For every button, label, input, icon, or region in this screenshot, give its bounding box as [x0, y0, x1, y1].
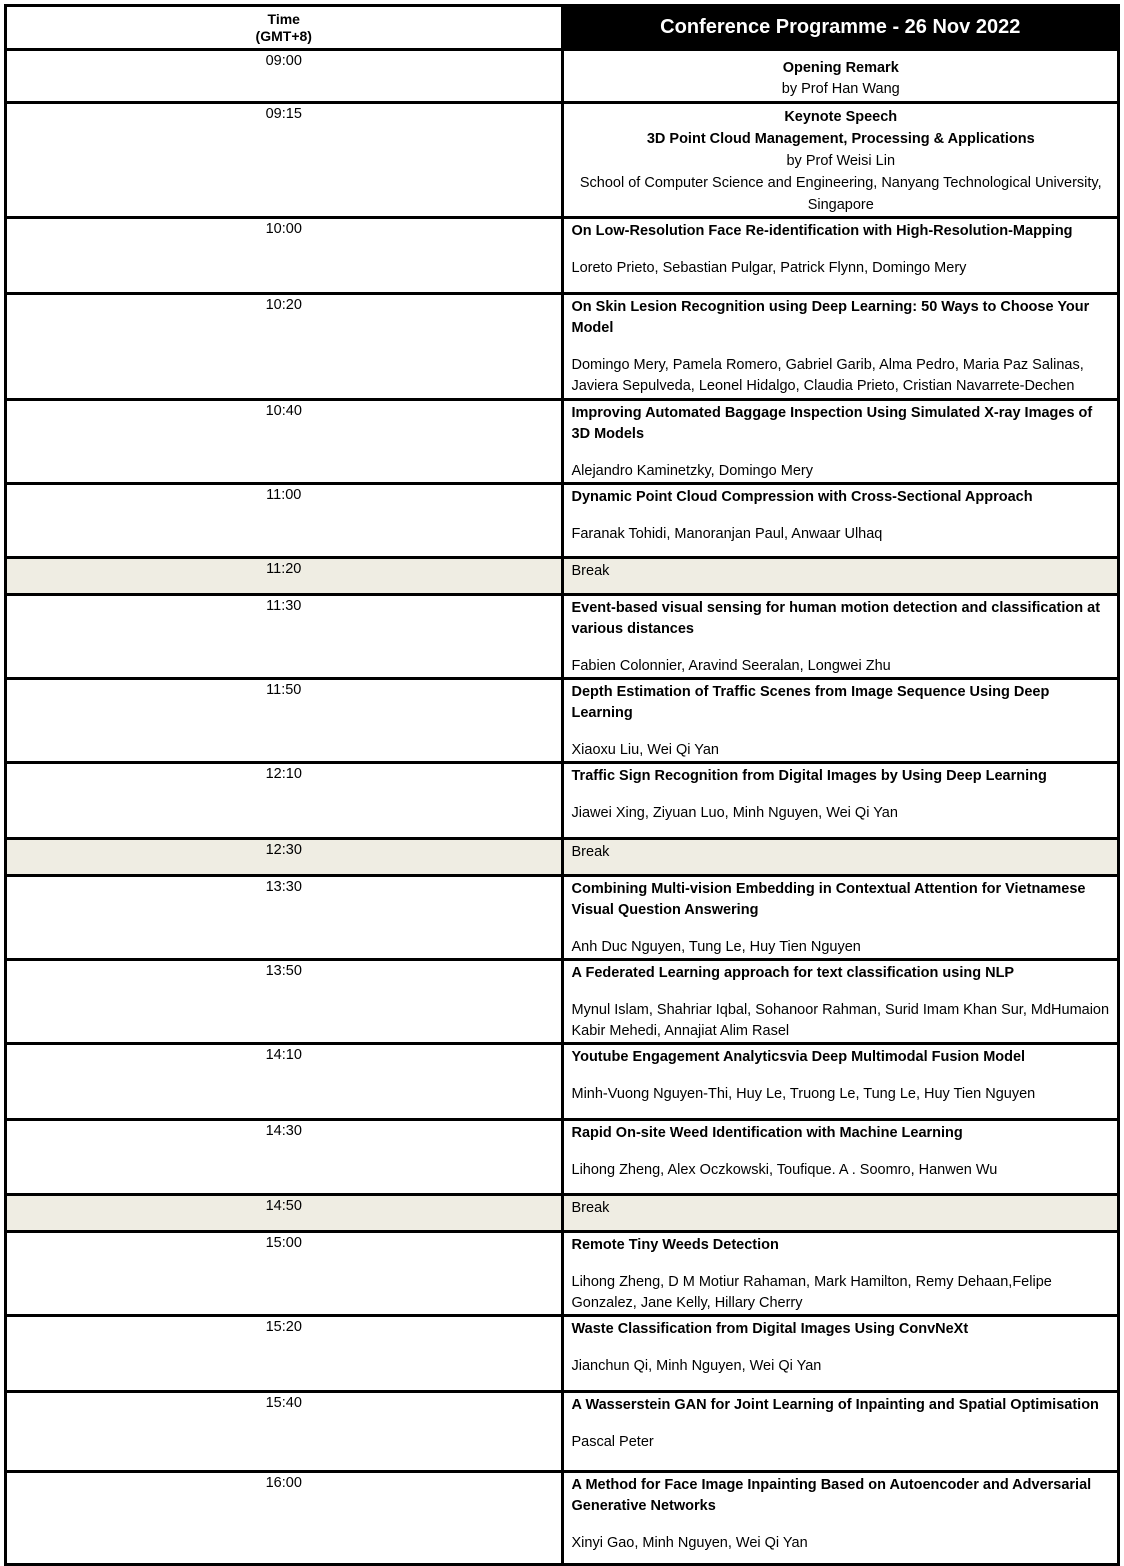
- session-row: [6, 763, 1119, 839]
- paper-authors: Lihong Zheng, D M Motiur Rahaman, Mark Hamilton, Remy Dehaan,Felipe Gonzalez, Jane Kelly, Hillary Cherry: [571, 1274, 1052, 1311]
- session-time: 14:10: [6, 1044, 563, 1120]
- paper-title: Waste Classification from Digital Images Using ConvNeXt: [571, 1321, 969, 1337]
- session-row: [6, 960, 1119, 1044]
- paper-authors: Xinyi Gao, Minh Nguyen, Wei Qi Yan: [571, 1535, 808, 1551]
- session-cell: [562, 1392, 1119, 1472]
- session-row: [6, 1232, 1119, 1316]
- session-time: 10:20: [6, 294, 563, 400]
- session-cell: [562, 1472, 1119, 1565]
- session-time: 13:30: [6, 876, 563, 960]
- session-time: 11:20: [6, 558, 563, 595]
- session-row: [6, 484, 1119, 558]
- session-time: 14:30: [6, 1120, 563, 1195]
- sessions-list: [6, 218, 1119, 1565]
- paper-title: Depth Estimation of Traffic Scenes from Image Sequence Using Deep Learning: [571, 684, 1050, 721]
- session-cell: [562, 400, 1119, 484]
- programme-title: Conference Programme - 26 Nov 2022: [562, 6, 1119, 50]
- time-header-label: Time: [267, 10, 300, 27]
- paper-authors: Minh-Vuong Nguyen-Thi, Huy Le, Truong Le, Tung Le, Huy Tien Nguyen: [571, 1086, 1036, 1102]
- opening-row: [6, 50, 1119, 103]
- opening-speaker: by Prof Han Wang: [781, 81, 900, 97]
- keynote-affiliation: School of Computer Science and Engineering, Nanyang Technological University, Singapore: [579, 175, 1102, 213]
- session-time: 11:50: [6, 679, 563, 763]
- keynote-cell: [562, 103, 1119, 218]
- session-cell: [562, 1232, 1119, 1316]
- session-time: 15:40: [6, 1392, 563, 1472]
- session-row: [6, 1316, 1119, 1392]
- session-time: 13:50: [6, 960, 563, 1044]
- session-row: [6, 1472, 1119, 1565]
- keynote-speaker: by Prof Weisi Lin: [786, 153, 896, 169]
- session-time: 15:20: [6, 1316, 563, 1392]
- break-label: Break: [562, 558, 1119, 595]
- paper-title: A Wasserstein GAN for Joint Learning of Inpainting and Spatial Optimisation: [571, 1397, 1099, 1413]
- keynote-label: Keynote Speech: [784, 109, 898, 125]
- keynote-row: [6, 103, 1119, 218]
- paper-authors: Lihong Zheng, Alex Oczkowski, Toufique. A . Soomro, Hanwen Wu: [571, 1162, 998, 1178]
- programme-table: [4, 4, 1120, 1566]
- session-time: 09:00: [6, 50, 563, 103]
- break-label: Break: [562, 839, 1119, 876]
- session-time: 11:00: [6, 484, 563, 558]
- session-cell: [562, 294, 1119, 400]
- session-cell: [562, 876, 1119, 960]
- paper-title: On Skin Lesion Recognition using Deep Learning: 50 Ways to Choose Your Model: [571, 299, 1090, 336]
- paper-authors: Jianchun Qi, Minh Nguyen, Wei Qi Yan: [571, 1358, 822, 1374]
- timezone-label: (GMT+8): [255, 27, 312, 44]
- break-row: [6, 1195, 1119, 1232]
- session-time: 10:00: [6, 218, 563, 294]
- keynote-title: 3D Point Cloud Management, Processing & Applications: [646, 131, 1035, 147]
- paper-authors: Xiaoxu Liu, Wei Qi Yan: [571, 742, 719, 758]
- paper-title: Event-based visual sensing for human motion detection and classification at various distances: [571, 600, 1101, 637]
- paper-title: A Federated Learning approach for text classification using NLP: [571, 965, 1015, 981]
- paper-title: A Method for Face Image Inpainting Based on Autoencoder and Adversarial Generative Networks: [571, 1477, 1092, 1514]
- paper-authors: Domingo Mery, Pamela Romero, Gabriel Garib, Alma Pedro, Maria Paz Salinas, Javiera Sepulveda, Leonel Hidalgo, Claudia Prieto, Cristian Navarrete-Dechen: [571, 357, 1084, 394]
- paper-title: On Low-Resolution Face Re-identification with High-Resolution-Mapping: [571, 223, 1073, 239]
- paper-title: Improving Automated Baggage Inspection Using Simulated X-ray Images of 3D Models: [571, 405, 1093, 442]
- session-time: 12:10: [6, 763, 563, 839]
- paper-authors: Alejandro Kaminetzky, Domingo Mery: [571, 463, 813, 479]
- paper-authors: Pascal Peter: [571, 1434, 654, 1450]
- session-time: 16:00: [6, 1472, 563, 1565]
- session-time: 09:15: [6, 103, 563, 218]
- session-time: 15:00: [6, 1232, 563, 1316]
- session-row: [6, 1392, 1119, 1472]
- session-row: [6, 679, 1119, 763]
- opening-cell: [562, 50, 1119, 103]
- session-row: [6, 595, 1119, 679]
- paper-authors: Mynul Islam, Shahriar Iqbal, Sohanoor Rahman, Surid Imam Khan Sur, MdHumaion Kabir Mehedi, Annajiat Alim Rasel: [571, 1002, 1110, 1039]
- session-time: 10:40: [6, 400, 563, 484]
- session-row: [6, 1120, 1119, 1195]
- session-cell: [562, 763, 1119, 839]
- paper-authors: Faranak Tohidi, Manoranjan Paul, Anwaar Ulhaq: [571, 526, 883, 542]
- paper-title: Rapid On-site Weed Identification with Machine Learning: [571, 1125, 963, 1141]
- paper-authors: Jiawei Xing, Ziyuan Luo, Minh Nguyen, Wei Qi Yan: [571, 805, 898, 821]
- paper-authors: Fabien Colonnier, Aravind Seeralan, Longwei Zhu: [571, 658, 891, 674]
- session-time: 12:30: [6, 839, 563, 876]
- session-cell: [562, 484, 1119, 558]
- paper-title: Traffic Sign Recognition from Digital Images by Using Deep Learning: [571, 768, 1047, 784]
- break-row: [6, 558, 1119, 595]
- session-time: 11:30: [6, 595, 563, 679]
- paper-title: Combining Multi-vision Embedding in Contextual Attention for Vietnamese Visual Question Answering: [571, 881, 1086, 918]
- session-cell: [562, 595, 1119, 679]
- session-cell: [562, 1044, 1119, 1120]
- session-row: [6, 876, 1119, 960]
- session-cell: [562, 218, 1119, 294]
- paper-authors: Loreto Prieto, Sebastian Pulgar, Patrick Flynn, Domingo Mery: [571, 260, 967, 276]
- paper-title: Youtube Engagement Analyticsvia Deep Multimodal Fusion Model: [571, 1049, 1026, 1065]
- session-cell: [562, 1316, 1119, 1392]
- paper-title: Dynamic Point Cloud Compression with Cross-Sectional Approach: [571, 489, 1033, 505]
- time-column-header: [6, 6, 563, 50]
- session-row: [6, 1044, 1119, 1120]
- session-time: 14:50: [6, 1195, 563, 1232]
- break-row: [6, 839, 1119, 876]
- session-row: [6, 294, 1119, 400]
- session-cell: [562, 1120, 1119, 1195]
- session-row: [6, 218, 1119, 294]
- paper-authors: Anh Duc Nguyen, Tung Le, Huy Tien Nguyen: [571, 939, 861, 955]
- paper-title: Remote Tiny Weeds Detection: [571, 1237, 779, 1253]
- session-row: [6, 400, 1119, 484]
- session-cell: [562, 679, 1119, 763]
- session-cell: [562, 960, 1119, 1044]
- header-row: [6, 6, 1119, 50]
- break-label: Break: [562, 1195, 1119, 1232]
- opening-title: Opening Remark: [782, 60, 899, 76]
